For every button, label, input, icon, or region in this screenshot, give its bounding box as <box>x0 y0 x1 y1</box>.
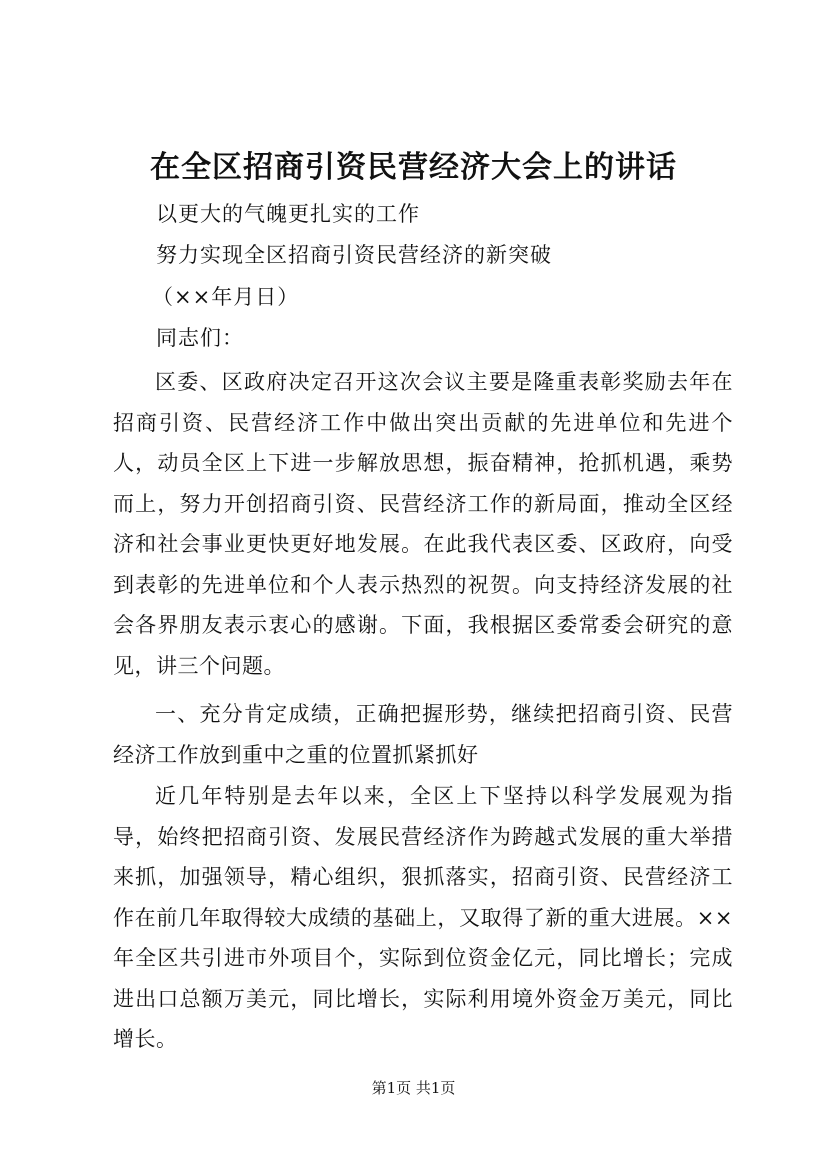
page-footer: 第1页 共1页 <box>371 1079 456 1097</box>
section-heading-1: 一、充分肯定成绩，正确把握形势，继续把招商引资、民营经济工作放到重中之重的位置抓紧抓好 <box>113 702 733 767</box>
document-title: 在全区招商引资民营经济大会上的讲话 <box>150 150 677 185</box>
subtitle-line-2: 努力实现全区招商引资民营经济的新突破 <box>156 243 552 267</box>
date-line: （××年月日） <box>152 285 300 309</box>
paragraph-intro: 区委、区政府决定召开这次会议主要是隆重表彰奖励去年在招商引资、民营经济工作中做出突出贡献的先进单位和先进个人，动员全区上下进一步解放思想，振奋精神，抢抓机遇，乘势而上，努力开创招商引资、民营经济工作的新局面，推动全区经济和社会事业更快更好地发展。在此我代表区委、区政府，向受到表彰的先进单位和个人表示热烈的祝贺。向支持经济发展的社会各界朋友表示衷心的感谢。下面，我根据区委常委会研究的意见，讲三个问题。 <box>113 370 733 678</box>
subtitle-line-1: 以更大的气魄更扎实的工作 <box>156 202 420 226</box>
salutation: 同志们： <box>156 326 244 350</box>
paragraph-achievements: 近几年特别是去年以来，全区上下坚持以科学发展观为指导，始终把招商引资、发展民营经济作为跨越式发展的重大举措来抓，加强领导，精心组织，狠抓落实，招商引资、民营经济工作在前几年取得较大成绩的基础上，又取得了新的重大进展。××年全区共引进市外项目个，实际到位资金亿元，同比增长；完成进出口总额万美元，同比增长，实际利用境外资金万美元，同比增长。 <box>113 784 733 1051</box>
